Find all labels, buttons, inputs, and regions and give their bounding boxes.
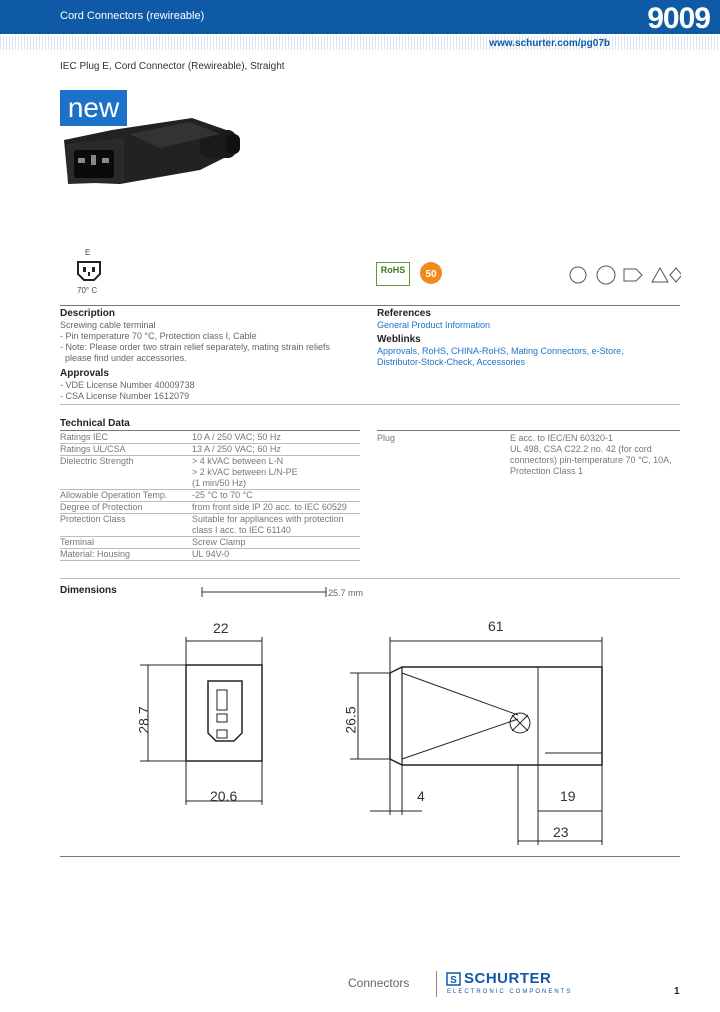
weblinks-title: Weblinks <box>377 334 421 345</box>
svg-text:S: S <box>450 975 457 986</box>
dimensions-title: Dimensions <box>60 585 117 596</box>
technical-table <box>60 432 360 561</box>
schurter-logo-icon <box>446 972 462 986</box>
part-number: 9009 <box>647 2 710 35</box>
dim-side-c: 23 <box>553 824 569 840</box>
footer-brand-sub: ELECTRONIC COMPONENTS <box>447 989 573 995</box>
footer-divider <box>436 971 437 997</box>
divider <box>60 578 680 579</box>
description-line: please find under accessories. <box>60 353 187 363</box>
footer-category: Connectors <box>348 976 410 990</box>
new-badge: new <box>60 90 127 126</box>
table-row: Degree of Protection from front side IP 20 acc. to IEC 60529 <box>60 502 360 514</box>
product-url-link[interactable]: www.schurter.com/pg07b <box>489 38 610 49</box>
footer-brand: SCHURTER <box>464 970 552 987</box>
dim-front-width: 22 <box>213 620 229 636</box>
dim-side-a: 4 <box>417 788 425 804</box>
product-subtitle: IEC Plug E, Cord Connector (Rewireable), Straight <box>60 61 285 72</box>
page-number: 1 <box>674 986 680 997</box>
approval-marks-icon <box>566 262 681 288</box>
dim-side-height: 26.5 <box>342 706 359 734</box>
plug-e-symbol-icon <box>74 258 104 284</box>
general-info-link[interactable]: General Product Information <box>377 320 491 330</box>
divider <box>60 856 680 857</box>
side-view-drawing <box>340 615 620 845</box>
plug-label: Plug <box>377 433 396 443</box>
divider <box>377 430 680 431</box>
table-row: Material: Housing UL 94V-0 <box>60 549 360 561</box>
weblinks-line[interactable]: Distributor-Stock-Check, Accessories <box>377 357 526 367</box>
divider <box>60 305 680 306</box>
divider <box>60 430 360 431</box>
weblinks-line[interactable]: Approvals, RoHS, CHINA-RoHS, Mating Connectors, e-Store, <box>377 346 624 356</box>
table-row: Ratings UL/CSA 13 A / 250 VAC; 60 Hz <box>60 444 360 456</box>
description-line: - Note: Please order two strain relief separately, mating strain reliefs <box>60 342 330 352</box>
approvals-title: Approvals <box>60 368 109 379</box>
dim-front-height: 28.7 <box>135 706 152 734</box>
table-row: Dielectric Strength > 4 kVAC between L-N > 2 kVAC between L/N-PE (1 min/50 Hz) <box>60 456 360 490</box>
technical-title: Technical Data <box>60 418 130 429</box>
table-row: Ratings IEC 10 A / 250 VAC; 50 Hz <box>60 432 360 444</box>
product-photo <box>60 112 240 192</box>
table-row: Allowable Operation Temp. -25 °C to 70 °C <box>60 490 360 502</box>
divider <box>60 404 680 405</box>
dim-side-length: 61 <box>488 618 504 634</box>
dim-front-inner: 20.6 <box>210 788 238 804</box>
table-row: Protection Class Suitable for appliances with protection class I acc. to IEC 61140 <box>60 514 360 537</box>
china-rohs-50-icon <box>418 260 444 286</box>
scale-label: 25.7 mm <box>328 588 364 598</box>
scale-bar <box>200 584 330 598</box>
description-title: Description <box>60 308 116 319</box>
dim-side-b: 19 <box>560 788 576 804</box>
plug-value: E acc. to IEC/EN 60320-1 UL 498, CSA C22.2 no. 42 (for cord connectors) pin-temperature 70 °C, 10A, Protection Class 1 <box>510 433 672 476</box>
svg-text:50: 50 <box>425 269 437 280</box>
references-title: References <box>377 308 431 319</box>
temperature-rating: 70° C <box>77 286 98 295</box>
approval-line: - CSA License Number 1612079 <box>60 391 190 401</box>
rohs-logo: RoHS <box>376 262 410 286</box>
description-line: - Pin temperature 70 °C, Protection class I, Cable <box>60 331 257 341</box>
approval-line: - VDE License Number 40009738 <box>60 380 195 390</box>
type-letter: E <box>85 248 91 257</box>
url-bar <box>0 36 720 50</box>
category-title: Cord Connectors (rewireable) <box>60 10 205 22</box>
table-row: Terminal Screw Clamp <box>60 537 360 549</box>
description-line: Screwing cable terminal <box>60 320 156 330</box>
